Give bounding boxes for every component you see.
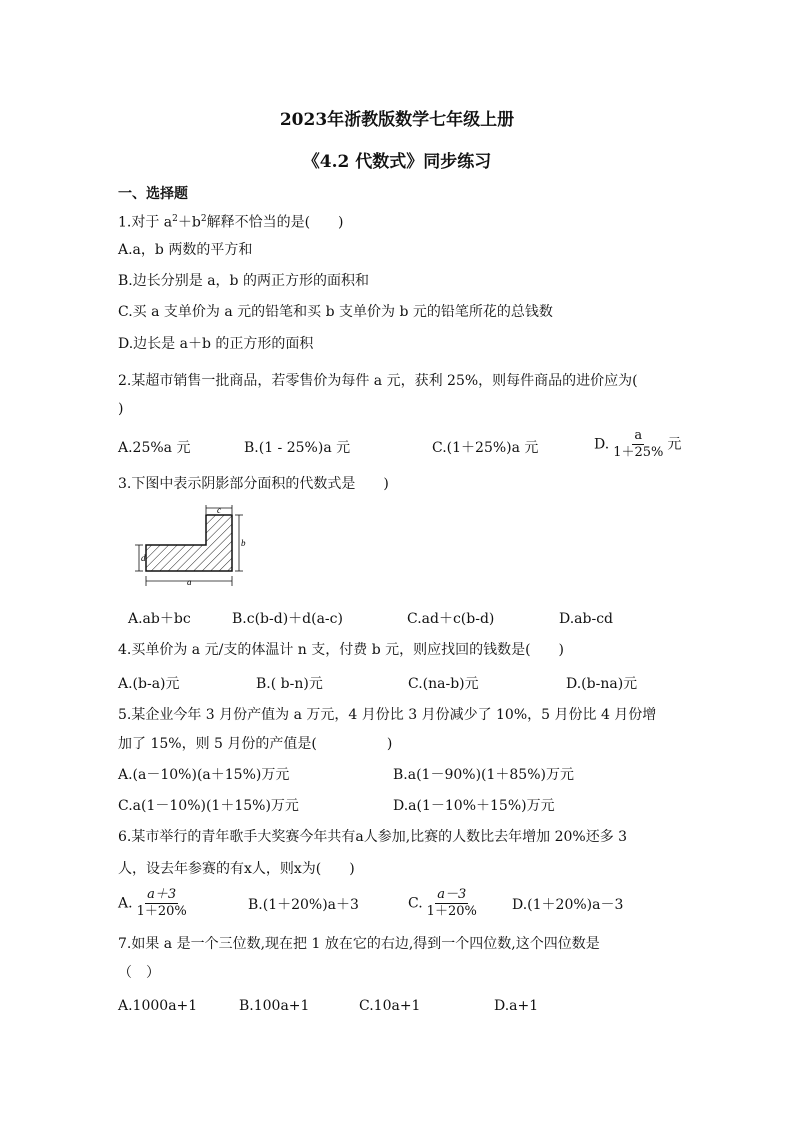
q2-option-d	[594, 428, 681, 461]
q2-d-denominator: 1＋25%	[613, 445, 664, 460]
document-title: 2023年浙教版数学七年级上册	[279, 110, 515, 130]
q6-option-d: D.(1＋20%)a－3	[512, 897, 624, 913]
q1-sup1: 2	[172, 214, 178, 224]
q3-option-a: A.ab＋bc	[128, 611, 191, 627]
q2-option-a: A.25%a 元	[118, 440, 191, 456]
q6-option-a-prefix: A.	[118, 895, 133, 912]
q6-c-numerator: a－3	[437, 887, 467, 902]
q1-stem	[118, 209, 344, 233]
document-subtitle: 《4.2 代数式》同步练习	[302, 152, 492, 172]
q1-option-c: C.买 a 支单价为 a 元的铅笔和买 b 支单价为 b 元的铅笔所花的总钱数	[118, 304, 553, 320]
q6-stem: 6.某市举行的青年歌手大奖赛今年共有a人参加,比赛的人数比去年增加 20%还多 3	[118, 829, 628, 845]
q6-option-c-prefix: C.	[408, 895, 423, 912]
q1-stem-c: 解释不恰当的是( )	[206, 214, 344, 231]
label-c: c	[217, 505, 221, 515]
q3-stem: 3.下图中表示阴影部分面积的代数式是 )	[118, 476, 389, 492]
q4-option-a: A.(b-a)元	[118, 676, 180, 692]
q5-option-a: A.(a－10%)(a＋15%)万元	[118, 767, 290, 783]
q4-option-b: B.( b-n)元	[256, 676, 323, 692]
q4-option-d: D.(b-na)元	[566, 676, 638, 692]
q6-option-c	[408, 887, 481, 920]
q2-option-d-fraction	[611, 428, 665, 461]
q5-option-d: D.a(1－10%＋15%)万元	[393, 798, 555, 814]
q2-option-c: C.(1＋25%)a 元	[432, 440, 539, 456]
q7-stem: 7.如果 a 是一个三位数,现在把 1 放在它的右边,得到一个四位数,这个四位数是	[118, 936, 600, 952]
shaded-l-shape	[146, 515, 232, 571]
q2-d-numerator: a	[634, 428, 643, 443]
q2-option-d-prefix: D.	[594, 436, 610, 453]
q1-sup2: 2	[200, 214, 207, 224]
label-a: a	[187, 577, 192, 587]
q1-option-d: D.边长是 a＋b 的正方形的面积	[118, 336, 314, 352]
q7-option-b: B.100a+1	[239, 998, 310, 1014]
q3-option-c: C.ad＋c(b-d)	[407, 611, 495, 627]
q2-option-d-suffix: 元	[667, 436, 682, 453]
q2-stem: 2.某超市销售一批商品，若零售价为每件 a 元，获利 25%，则每件商品的进价应为(	[118, 373, 638, 389]
q6-option-a-fraction	[135, 887, 189, 920]
section-heading: 一、选择题	[118, 186, 188, 202]
q3-option-d: D.ab-cd	[559, 611, 614, 627]
q6-stem-line2: 人，设去年参赛的有x人，则x为( )	[118, 861, 355, 877]
q5-option-b: B.a(1－90%)(1＋85%)万元	[393, 767, 574, 783]
q6-a-denominator: 1＋20%	[136, 904, 187, 919]
q2-stem-end: )	[118, 401, 124, 417]
q1-stem-b: ＋b	[177, 214, 201, 231]
label-d: d	[141, 553, 146, 563]
q1-stem-a: 1.对于 a	[118, 214, 173, 231]
q6-option-a	[118, 887, 191, 920]
q1-option-b: B.边长分别是 a，b 的两正方形的面积和	[118, 273, 369, 289]
q7-stem-line2: （ ）	[118, 965, 160, 981]
q4-option-c: C.(na-b)元	[408, 676, 479, 692]
q6-option-b: B.(1＋20%)a＋3	[248, 897, 359, 913]
q5-stem-line2: 加了 15%，则 5 月份的产值是( )	[118, 736, 393, 752]
q1-option-a: A.a，b 两数的平方和	[118, 242, 253, 258]
q7-option-d: D.a+1	[494, 998, 539, 1014]
q5-stem: 5.某企业今年 3 月份产值为 a 万元，4 月份比 3 月份减少了 10%，5 月份比 4 月份增	[118, 707, 657, 723]
label-b: b	[241, 538, 246, 548]
q7-option-a: A.1000a+1	[118, 998, 198, 1014]
q6-c-denominator: 1＋20%	[426, 904, 477, 919]
shaded-area-figure	[132, 505, 247, 590]
q7-option-c: C.10a+1	[359, 998, 421, 1014]
q4-stem: 4.买单价为 a 元/支的体温计 n 支，付费 b 元，则应找回的钱数是( )	[118, 642, 565, 658]
q3-option-b: B.c(b-d)＋d(a-c)	[232, 611, 343, 627]
q2-option-b: B.(1 - 25%)a 元	[244, 440, 351, 456]
q5-option-c: C.a(1－10%)(1＋15%)万元	[118, 798, 299, 814]
q6-option-c-fraction	[425, 887, 479, 920]
q6-a-numerator: a＋3	[147, 887, 177, 902]
